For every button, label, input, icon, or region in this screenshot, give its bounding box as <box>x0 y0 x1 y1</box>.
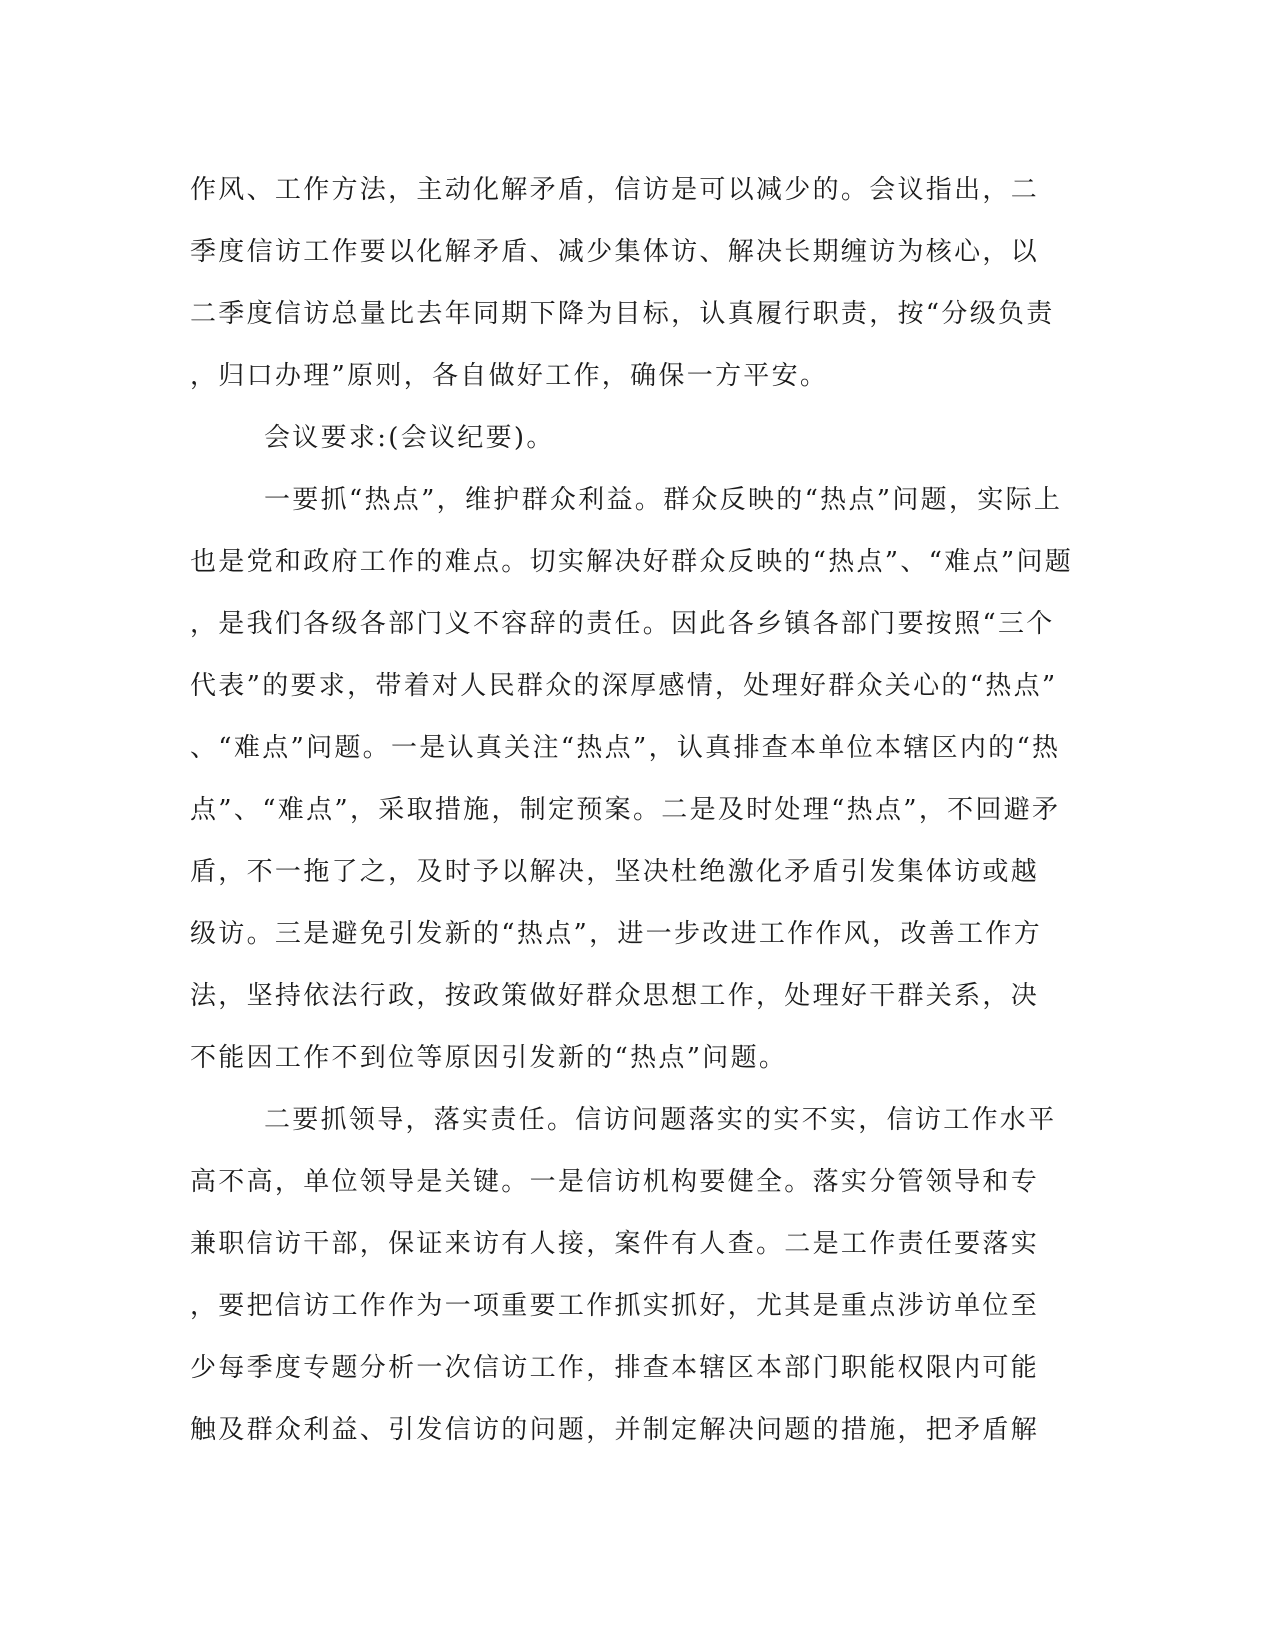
text-line: ，要把信访工作作为一项重要工作抓实抓好，尤其是重点涉访单位至 <box>190 1291 1040 1321</box>
text-line: 法，坚持依法行政，按政策做好群众思想工作，处理好干群关系，决 <box>190 981 1040 1011</box>
text-line: 触及群众利益、引发信访的问题，并制定解决问题的措施，把矛盾解 <box>190 1415 1040 1445</box>
paragraph-heading: 会议要求:(会议纪要)。 <box>264 423 555 453</box>
text-line: 盾，不一拖了之，及时予以解决，坚决杜绝激化矛盾引发集体访或越 <box>190 857 1040 887</box>
paragraph-start: 二要抓领导，落实责任。信访问题落实的实不实，信访工作水平 <box>264 1105 1057 1135</box>
text-line: 二季度信访总量比去年同期下降为目标，认真履行职责，按“分级负责 <box>190 299 1055 329</box>
text-line: 级访。三是避免引发新的“热点”，进一步改进工作作风，改善工作方 <box>190 919 1042 949</box>
text-line: 代表”的要求，带着对人民群众的深厚感情，处理好群众关心的“热点” <box>190 671 1058 701</box>
text-line: 不能因工作不到位等原因引发新的“热点”问题。 <box>190 1043 788 1073</box>
text-line: 季度信访工作要以化解矛盾、减少集体访、解决长期缠访为核心，以 <box>190 237 1040 267</box>
text-line: 点”、“难点”，采取措施，制定预案。二是及时处理“热点”，不回避矛 <box>190 795 1061 825</box>
document-body <box>190 159 1090 1461</box>
text-line: 也是党和政府工作的难点。切实解决好群众反映的“热点”、“难点”问题 <box>190 547 1074 577</box>
text-line: 作风、工作方法，主动化解矛盾，信访是可以减少的。会议指出，二 <box>190 175 1040 205</box>
paragraph-start: 一要抓“热点”，维护群众利益。群众反映的“热点”问题，实际上 <box>264 485 1063 515</box>
text-line: 、“难点”问题。一是认真关注“热点”，认真排查本单位本辖区内的“热 <box>190 733 1061 763</box>
text-line: 兼职信访干部，保证来访有人接，案件有人查。二是工作责任要落实 <box>190 1229 1040 1259</box>
text-line: ，是我们各级各部门义不容辞的责任。因此各乡镇各部门要按照“三个 <box>190 609 1055 639</box>
text-line: 少每季度专题分析一次信访工作，排查本辖区本部门职能权限内可能 <box>190 1353 1040 1383</box>
text-line: 高不高，单位领导是关键。一是信访机构要健全。落实分管领导和专 <box>190 1167 1040 1197</box>
text-line: ，归口办理”原则，各自做好工作，确保一方平安。 <box>190 361 829 391</box>
